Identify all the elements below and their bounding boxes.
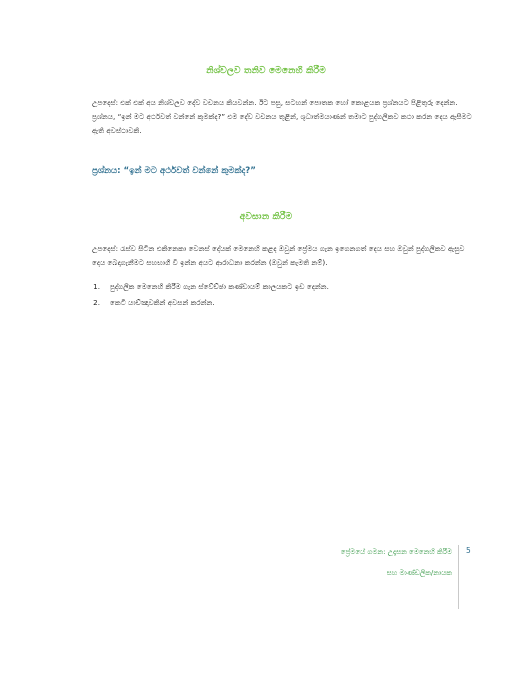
list-number: 2. xyxy=(93,298,100,307)
footer-divider xyxy=(458,545,459,609)
instructions-paragraph-1: උපදෙස්: එක් එක් අය නිශ්චලව දේව වචනය කියවන්න. ඊට පසු, සටහන් පොතක හෝ කොළයක ප්‍රශ්නයට පිළිතුරු දෙන්න. ප්‍රශ්නය, “ඉන් මට අර්ථවත් වන්නේ කුමක්ද?” එම දේව වචනය තුළින්, ශුධාත්මයාණන් තමාට පුද්ගලිකව කථා කරන දෙය ඇසීමට ඇති අවස්ථාවකි. xyxy=(92,98,472,135)
closing-steps-list xyxy=(80,280,480,312)
list-text: කෙටි යාච්ඤාවකින් අවසන් කරන්න. xyxy=(110,298,215,307)
list-number: 1. xyxy=(93,282,100,291)
instructions-paragraph-2: උපදෙස්: රැස්ව සිටින එකිනෙකා වෙනස් දේයක් මෙනෙහි කළද ඔවුන් ප්‍රේමය ගැන ඉගෙනගත් දෙය සහ ඔවුන් පුද්ගලිකව ඇසුව දෙය බෙදාගැනීමට සහභාගී වී ඉන්න අයට ආරාධනා කරන්න (ඔවුන් කැමති නම්). xyxy=(92,244,465,267)
section-heading-closing: අවසාන කිරීම xyxy=(239,212,293,222)
section-heading-silent-meditation: නිශ්චලව තනිව මෙනෙහි කිරීම xyxy=(206,66,326,76)
page-number: 5 xyxy=(466,546,471,555)
footer-title-line-2: සහ මාණ්ඩලික/නායක xyxy=(386,569,452,577)
list-item xyxy=(80,296,480,312)
footer-title-line-1: ප්‍රේමයේ ගමන: උදෑසන මෙනෙහි කිරීම xyxy=(340,548,452,556)
question-text: ප්‍රශ්නය: “ඉන් මට අර්ථවත් වන්නේ කුමක්ද?” xyxy=(92,166,256,176)
list-text: පුද්ගලික මෙනෙහි කිරීම ගැන ස්වේච්ඡා කණ්ඩායම් කාලයකට ඉඩ දෙන්න. xyxy=(110,282,329,291)
list-item xyxy=(80,280,480,296)
